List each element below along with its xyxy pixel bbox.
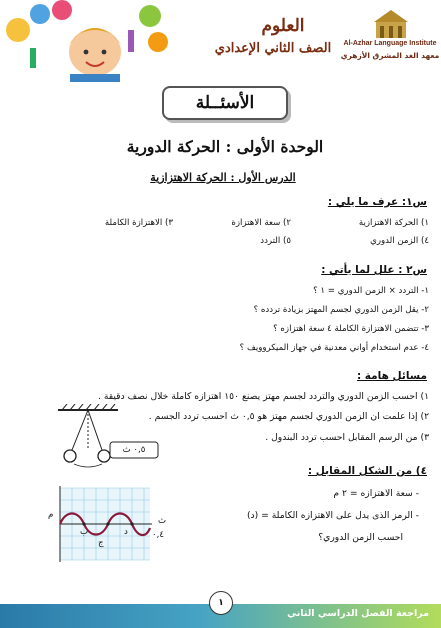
q1-item: ٤) الزمن الدوري [370,236,429,246]
q2-heading: س٢ : علل لما يأتي : [321,264,427,276]
graph-mark-label: ب [80,527,89,537]
pendulum-time-label: ٠,٥ ث [122,445,146,455]
problems-heading: مسائل هامة : [356,370,427,382]
footer-text: مراجعة الفصل الدراسي الثاني [287,608,429,619]
institute-name-en: Al-Azhar Language Institute [343,40,437,47]
q1-item: ٢) سعة الاهتزازة [231,218,291,228]
q4-line: - الرمز الذى يدل على الاهتزازه الكاملة = (د) [246,510,419,521]
wave-graph [54,484,156,570]
page-number: ١ [209,591,233,615]
q2-item: ٤- عدم استخدام أواني معدنية في جهاز الميكروويف ؟ [239,343,429,353]
problem-item: ٣) من الرسم المقابل احسب تردد البندول . [265,432,429,443]
q2-item: ٢- يقل الزمن الدوري لجسم المهتز بزيادة تردده ؟ [253,305,429,315]
institute-logo [368,8,414,40]
problem-item: ٢) إذا علمت ان الزمن الدوري لجسم مهتز هو ٠,٥ ث احسب تردد الجسم . [148,411,429,422]
problem-item: ١) احسب الزمن الدوري والتردد لجسم مهتز يصنع ١٥٠ اهتزازه كاملة خلال نصف دقيقة . [97,391,429,402]
q1-item: ٥) التردد [260,236,291,246]
questions-banner: الأسئــلة [162,86,288,120]
institute-name-ar: معهد الغد المشرق الأزهري [340,51,440,60]
q2-item: ٣- تتضمن الاهتزازة الكاملة ٤ سعة اهتزازه ؟ [273,324,429,334]
graph-y-label: م [48,510,54,520]
graph-tick-label: ٠,٤ [152,530,164,540]
graph-mark-label: ج [98,538,104,548]
q1-heading: س١: عرف ما يلي : [327,196,427,208]
subject-title: العلوم [261,16,305,36]
q4-heading: ٤) من الشكل المقابل : [307,465,427,477]
q1-item: ٣) الاهتزازة الكاملة [104,218,173,228]
pendulum-figure [54,404,164,470]
q4-line: احسب الزمن الدوري؟ [318,532,403,543]
header-illustration [0,0,175,82]
grade-title: الصف الثاني الإعدادي [214,41,332,56]
q1-item: ١) الحركة الاهتزازية [358,218,429,228]
q4-line: - سعة الاهتزازه = ٢ م [333,488,419,499]
lesson-title: الدرس الأول : الحركة الاهتزازية [150,171,296,184]
q2-item: ١- التردد × الزمن الدوري = ١ ؟ [313,286,429,296]
graph-mark-label: د [124,527,128,537]
unit-title: الوحدة الأولى : الحركة الدورية [126,137,324,156]
graph-x-label: ث [158,516,167,526]
